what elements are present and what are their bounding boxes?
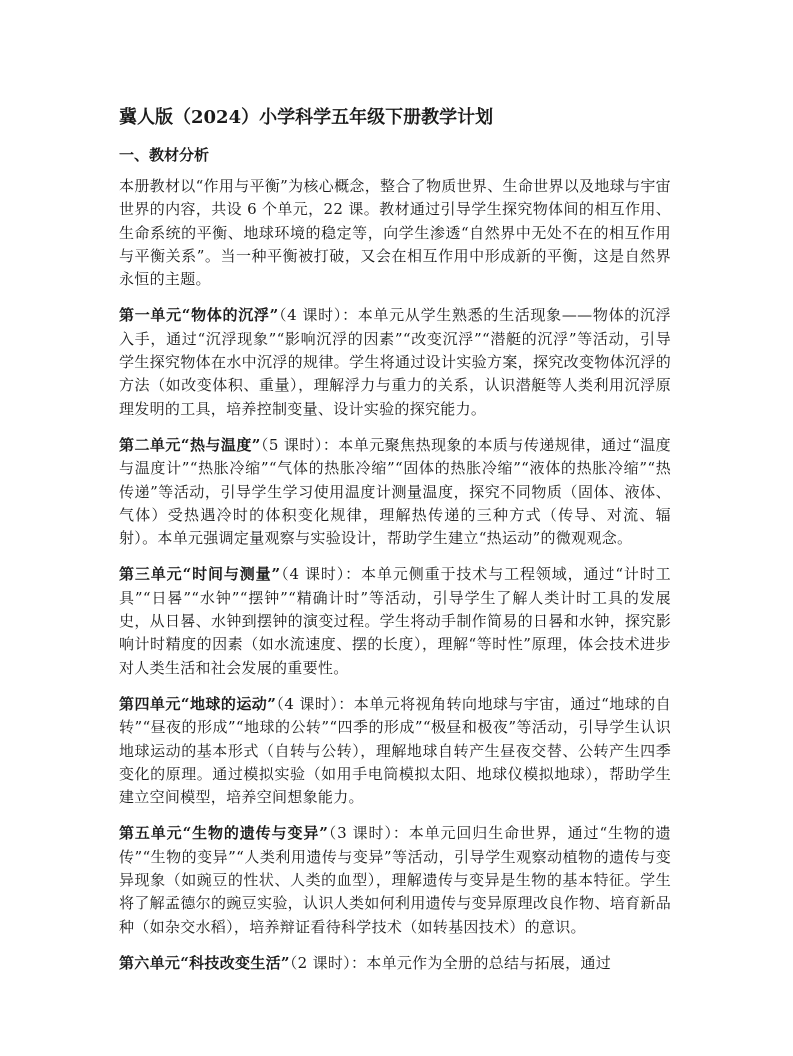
section-heading: 一、教材分析 [119, 146, 210, 164]
unit-hours: （2 课时） [289, 953, 351, 972]
unit-paragraph [119, 563, 671, 679]
unit-paragraph [119, 693, 671, 809]
unit-paragraph [119, 952, 671, 975]
unit-hours: （4 课时） [276, 694, 339, 713]
unit-paragraph [119, 304, 671, 420]
unit-text: ：本单元作为全册的总结与拓展，通过 [350, 953, 612, 972]
document-title: 冀人版（2024）小学科学五年级下册教学计划 [119, 107, 494, 128]
unit-paragraph [119, 822, 671, 938]
unit-text: ：本单元侧重于技术与工程领域，通过“计时工具”“日晷”“水钟”“摆钟”“精确计时”等活动，引导学生了解人类计时工具的发展史，从日晷、水钟到摆钟的演变过程。学生将动手制作简易的日晷和水钟，探究影响计时精度的因素（如水流速度、摆的长度），理解“等时性”原理，体会技术进步对人类生活和社会发展的重要性。 [119, 565, 671, 677]
unit-hours: （5 课时） [260, 435, 323, 454]
unit-text: ：本单元聚焦热现象的本质与传递规律，通过“温度与温度计”“热胀冷缩”“气体的热胀冷缩”“固体的热胀冷缩”“液体的热胀冷缩”“热传递”等活动，引导学生学习使用温度计测量温度，探究不同物质（固体、液体、气体）受热遇冷时的体积变化规律，理解热传递的三种方式（传导、对流、辐射）。本单元强调定量观察与实验设计，帮助学生建立“热运动”的微观观念。 [119, 435, 671, 548]
unit-heading: 第三单元“时间与测量” [119, 565, 281, 584]
unit-hours: （4 课时） [280, 565, 346, 584]
unit-heading: 第二单元“热与温度” [119, 435, 261, 454]
unit-hours: （4 课时） [278, 306, 343, 325]
unit-paragraph [119, 434, 671, 550]
document-body [119, 175, 671, 988]
unit-heading: 第四单元“地球的运动” [119, 694, 277, 713]
unit-heading: 第一单元“物体的沉浮” [119, 306, 279, 325]
unit-hours: （3 课时） [328, 824, 393, 843]
unit-text: ：本单元从学生熟悉的生活现象——物体的沉浮入手，通过“沉浮现象”“影响沉浮的因素”“改变沉浮”“潜艇的沉浮”等活动，引导学生探究物体在水中沉浮的规律。学生将通过设计实验方案，探究改变物体沉浮的方法（如改变体积、重量），理解浮力与重力的关系，认识潜艇等人类利用沉浮原理发明的工具，培养控制变量、设计实验的探究能力。 [119, 306, 671, 418]
unit-heading: 第六单元“科技改变生活” [119, 953, 290, 972]
intro-paragraph: 本册教材以“作用与平衡”为核心概念，整合了物质世界、生命世界以及地球与宇宙世界的内容，共设 6 个单元，22 课。教材通过引导学生探究物体间的相互作用、生命系统的平衡、地球环境的稳定等，向学生渗透“自然界中无处不在的相互作用与平衡关系”。当一种平衡被打破，又会在相互作用中形成新的平衡，这是自然界永恒的主题。 [119, 177, 671, 289]
unit-heading: 第五单元“生物的遗传与变异” [119, 824, 329, 843]
unit-text: ：本单元将视角转向地球与宇宙，通过“地球的自转”“昼夜的形成”“地球的公转”“四季的形成”“极昼和极夜”等活动，引导学生认识地球运动的基本形式（自转与公转），理解地球自转产生昼夜交替、公转产生四季变化的原理。通过模拟实验（如用手电筒模拟太阳、地球仪模拟地球），帮助学生建立空间模型，培养空间想象能力。 [119, 694, 671, 807]
unit-text: ：本单元回归生命世界，通过“生物的遗传”“生物的变异”“人类利用遗传与变异”等活动，引导学生观察动植物的遗传与变异现象（如豌豆的性状、人类的血型），理解遗传与变异是生物的基本特征。学生将了解孟德尔的豌豆实验，认识人类如何利用遗传与变异原理改良作物、培育新品种（如杂交水稻），培养辩证看待科学技术（如转基因技术）的意识。 [119, 824, 671, 936]
